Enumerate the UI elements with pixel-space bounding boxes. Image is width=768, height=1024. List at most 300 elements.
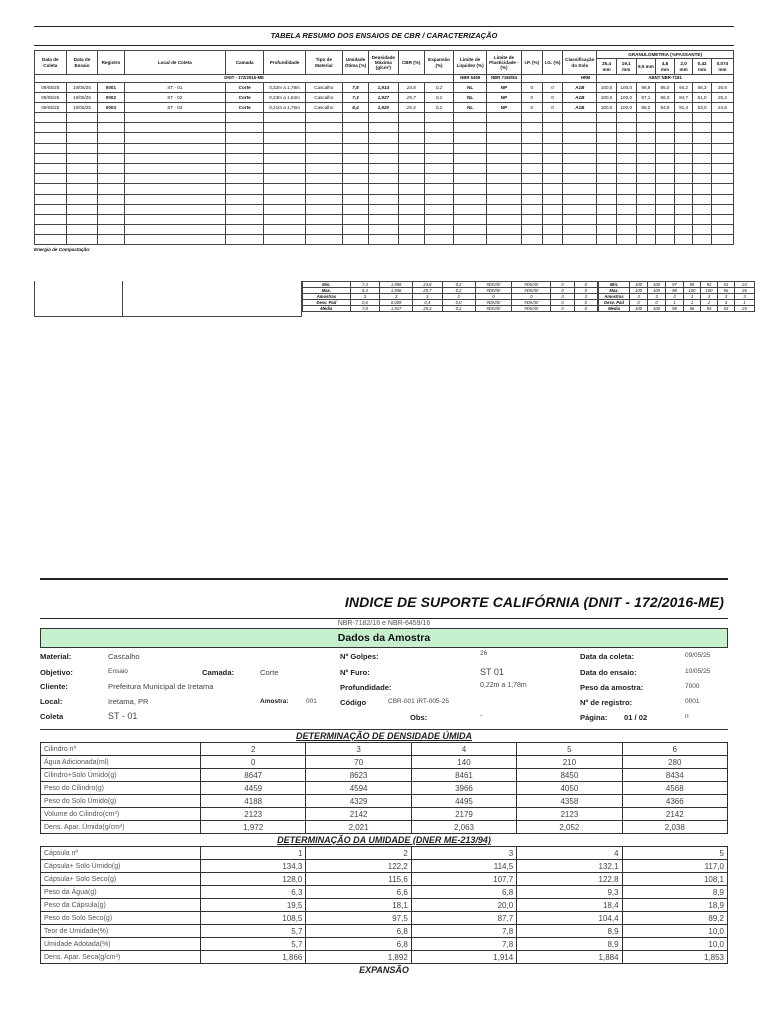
row-label: Cápsula+ Solo Úmido(g)	[41, 860, 201, 873]
table-cell	[597, 184, 617, 194]
table-cell: 6,8	[411, 886, 516, 899]
table-cell: 10/05/25	[66, 103, 98, 113]
summary-empty-row	[35, 143, 734, 153]
summary-empty-row	[35, 214, 734, 224]
table-cell: 0	[648, 300, 666, 306]
table-cell	[342, 184, 368, 194]
table-cell: 132,1	[517, 860, 622, 873]
table-cell: 87,7	[411, 912, 516, 925]
data-coleta-label: Data da coleta:	[580, 652, 635, 661]
table-cell	[305, 133, 342, 143]
table-cell: 97	[666, 282, 684, 288]
table-cell	[35, 214, 67, 224]
table-cell	[369, 153, 398, 163]
table-cell	[424, 214, 453, 224]
table-cell: 6,8	[306, 925, 411, 938]
table-cell	[454, 113, 487, 123]
table-cell	[124, 194, 226, 204]
table-cell	[454, 235, 487, 245]
table-cell	[693, 235, 712, 245]
table-cell: 2123	[517, 808, 622, 821]
stats-label: Desv. Pad	[599, 300, 630, 306]
table-cell	[636, 184, 656, 194]
table-cell: 8450	[517, 769, 622, 782]
table-cell: 24,8	[413, 282, 442, 288]
table-cell	[542, 163, 563, 173]
table-cell	[656, 214, 675, 224]
codigo-value: CBR-001 IRT-005-25	[388, 698, 449, 705]
table-cell: 5,7	[201, 925, 306, 938]
table-cell: 8,9	[622, 886, 727, 899]
table-cell: 0	[201, 756, 306, 769]
obs-label: Obs:	[410, 713, 428, 722]
table-cell: A1B	[563, 93, 597, 103]
densidade-table	[40, 742, 728, 834]
table-cell	[369, 143, 398, 153]
summary-empty-row	[35, 194, 734, 204]
table-cell: 0,6	[350, 300, 379, 306]
row-label: Cápsula+ Solo Seco(g)	[41, 873, 201, 886]
table-cell: ST - 02	[124, 93, 226, 103]
table-cell: 53,0	[693, 103, 712, 113]
table-cell	[563, 163, 597, 173]
coleta-label: Coleta	[40, 712, 64, 721]
table-cell: #DIV/0!	[475, 282, 512, 288]
table-cell: 7,8	[411, 938, 516, 951]
table-cell	[66, 133, 98, 143]
table-cell	[521, 113, 542, 123]
table-cell: NL	[454, 93, 487, 103]
summary-empty-row	[35, 174, 734, 184]
table-cell: 25,7	[413, 288, 442, 294]
row-label: Peso da Cápsula(g)	[41, 899, 201, 912]
table-cell	[711, 184, 733, 194]
col-lp: Limite de Plasticidade - (%)	[487, 51, 522, 75]
table-cell: Corte	[226, 93, 264, 103]
table-cell	[563, 153, 597, 163]
table-cell: ST - 01	[124, 83, 226, 93]
col-data-coleta: Data de Coleta	[35, 51, 67, 75]
table-cell	[563, 225, 597, 235]
table-cell: 10,0	[622, 925, 727, 938]
table-cell	[264, 235, 305, 245]
table-cell	[398, 225, 424, 235]
table-cell: 2,021	[306, 821, 411, 834]
table-cell: 0,0	[442, 300, 475, 306]
table-cell: 0	[542, 83, 563, 93]
table-cell	[98, 143, 124, 153]
table-cell	[398, 163, 424, 173]
furo-label: Nº Furo:	[340, 668, 370, 677]
table-cell: 0	[551, 306, 574, 312]
table-cell: 4366	[622, 795, 727, 808]
table-cell	[711, 133, 733, 143]
table-cell	[342, 225, 368, 235]
table-cell	[674, 174, 693, 184]
table-cell	[226, 194, 264, 204]
table-cell	[542, 214, 563, 224]
table-cell	[66, 123, 98, 133]
table-cell	[264, 204, 305, 214]
table-cell	[369, 204, 398, 214]
table-cell	[98, 123, 124, 133]
table-cell	[98, 225, 124, 235]
table-cell	[226, 133, 264, 143]
table-cell: 51	[718, 282, 735, 288]
table-cell: 0003	[98, 103, 124, 113]
camada-label: Camada:	[202, 668, 235, 677]
table-cell: 122,2	[306, 860, 411, 873]
table-cell: 0	[542, 93, 563, 103]
table-cell	[264, 153, 305, 163]
table-cell	[616, 194, 636, 204]
table-cell: 3966	[411, 782, 516, 795]
norm-dnit: DNIT - 172/2016-ME	[35, 75, 454, 83]
table-cell	[264, 174, 305, 184]
table-cell: 92	[701, 282, 718, 288]
table-cell	[454, 194, 487, 204]
table-cell: 2179	[411, 808, 516, 821]
table-cell: 0,009	[380, 300, 413, 306]
table-cell: NP	[487, 83, 522, 93]
table-cell	[454, 133, 487, 143]
table-cell	[66, 143, 98, 153]
table-cell: 09/05/25	[35, 83, 67, 93]
table-cell	[305, 153, 342, 163]
table-cell	[369, 184, 398, 194]
section-umidade-title: DETERMINAÇÃO DA UMIDADE (DNER ME-213/94)	[277, 835, 491, 845]
table-cell	[636, 153, 656, 163]
table-cell	[487, 214, 522, 224]
stats-label: Min.	[599, 282, 630, 288]
table-cell	[398, 153, 424, 163]
table-cell	[616, 235, 636, 245]
table-cell	[369, 174, 398, 184]
grid-row	[41, 951, 728, 964]
grid-row	[41, 938, 728, 951]
stats-row	[303, 306, 598, 312]
table-cell: 0	[551, 300, 574, 306]
stats-label: Média	[303, 306, 351, 312]
table-cell	[656, 194, 675, 204]
grid-row	[41, 756, 728, 769]
table-cell	[454, 153, 487, 163]
table-cell	[616, 214, 636, 224]
table-cell	[454, 174, 487, 184]
table-cell: 97,1	[636, 93, 656, 103]
sample-data-band: Dados da Amostra	[40, 628, 728, 648]
peso-amostra-value: 7000	[685, 683, 700, 690]
table-cell	[674, 214, 693, 224]
table-cell	[66, 194, 98, 204]
table-cell	[226, 153, 264, 163]
table-cell	[674, 123, 693, 133]
row-label: Peso da Água(g)	[41, 886, 201, 899]
table-cell	[711, 153, 733, 163]
grid-row	[41, 873, 728, 886]
col-sieve: 19,1 mm	[616, 59, 636, 75]
table-cell	[369, 113, 398, 123]
table-cell	[454, 204, 487, 214]
table-cell: 6	[622, 743, 727, 756]
table-cell	[597, 214, 617, 224]
table-cell: 70	[306, 756, 411, 769]
table-cell: 134,3	[201, 860, 306, 873]
table-cell	[226, 113, 264, 123]
table-cell: 100	[630, 306, 648, 312]
table-cell: 8434	[622, 769, 727, 782]
summary-body	[35, 83, 734, 245]
summary-row	[35, 93, 734, 103]
table-cell: Cascalho	[305, 83, 342, 93]
table-cell: Cascalho	[305, 93, 342, 103]
table-cell	[563, 123, 597, 133]
col-cbr: CBR (%)	[398, 51, 424, 75]
table-cell: 0	[521, 103, 542, 113]
col-sieve: 2,0 mm	[674, 59, 693, 75]
table-cell: 100,0	[597, 83, 617, 93]
table-cell: 8,9	[517, 938, 622, 951]
table-cell: 0	[551, 282, 574, 288]
table-cell	[424, 235, 453, 245]
table-cell: ST - 03	[124, 103, 226, 113]
table-cell	[305, 143, 342, 153]
table-cell	[226, 143, 264, 153]
table-cell: 6,8	[306, 938, 411, 951]
table-cell: 128,0	[201, 873, 306, 886]
table-cell: 0,2	[424, 103, 453, 113]
table-cell	[454, 143, 487, 153]
table-cell	[424, 153, 453, 163]
table-cell	[521, 184, 542, 194]
table-cell: 98	[666, 306, 684, 312]
table-cell	[563, 194, 597, 204]
table-cell: 18,9	[622, 899, 727, 912]
table-cell	[597, 123, 617, 133]
table-cell	[693, 204, 712, 214]
grid-row	[41, 821, 728, 834]
table-cell	[342, 214, 368, 224]
table-cell	[264, 214, 305, 224]
table-cell	[342, 123, 368, 133]
table-cell: 114,5	[411, 860, 516, 873]
table-cell	[563, 143, 597, 153]
table-cell: 3	[380, 294, 413, 300]
furo-value: ST 01	[480, 667, 504, 677]
table-cell	[35, 174, 67, 184]
table-cell	[342, 153, 368, 163]
table-cell	[521, 214, 542, 224]
table-cell: 94,7	[674, 93, 693, 103]
col-granulometria: GRANULOMETRIA (%PASSANTE)	[597, 51, 734, 59]
stats-label: Amostras	[303, 294, 351, 300]
table-cell: 91,4	[674, 103, 693, 113]
table-cell	[674, 235, 693, 245]
table-cell: 4568	[622, 782, 727, 795]
table-cell	[674, 225, 693, 235]
summary-empty-row	[35, 225, 734, 235]
table-cell	[369, 214, 398, 224]
energy-label: Energia de Compactação:	[34, 247, 91, 253]
table-cell	[616, 153, 636, 163]
table-cell: 95	[684, 282, 701, 288]
table-cell: 4495	[411, 795, 516, 808]
table-cell	[424, 204, 453, 214]
table-cell: #DIV/0!	[475, 300, 512, 306]
table-cell	[226, 184, 264, 194]
table-cell	[563, 204, 597, 214]
table-cell	[597, 153, 617, 163]
table-cell: 26,5	[711, 83, 733, 93]
table-cell: 0	[574, 288, 597, 294]
table-cell	[35, 235, 67, 245]
table-cell: 0	[574, 306, 597, 312]
table-cell	[693, 214, 712, 224]
table-cell: 25,3	[413, 306, 442, 312]
table-cell: A1B	[563, 103, 597, 113]
table-cell	[98, 113, 124, 123]
row-label: Cápsula nº	[41, 847, 201, 860]
table-cell	[636, 225, 656, 235]
table-cell	[693, 163, 712, 173]
obs-value: -	[480, 711, 483, 720]
table-cell	[711, 225, 733, 235]
table-cell	[597, 174, 617, 184]
table-cell	[521, 153, 542, 163]
table-cell	[226, 174, 264, 184]
table-cell	[563, 235, 597, 245]
table-cell	[124, 235, 226, 245]
table-cell	[487, 225, 522, 235]
norm-lp: NBR 7180/84	[487, 75, 522, 83]
table-cell	[597, 113, 617, 123]
table-cell	[563, 214, 597, 224]
table-cell	[98, 194, 124, 204]
stats-box-left	[34, 281, 122, 317]
table-cell: 98,2	[636, 103, 656, 113]
table-cell	[98, 204, 124, 214]
table-cell	[711, 235, 733, 245]
table-cell	[398, 204, 424, 214]
table-cell: 0,4	[413, 300, 442, 306]
table-cell	[424, 133, 453, 143]
table-cell	[264, 113, 305, 123]
table-cell	[487, 204, 522, 214]
table-cell	[454, 184, 487, 194]
col-registro: Registro	[98, 51, 124, 75]
table-cell: 0	[630, 300, 648, 306]
table-cell: NP	[487, 93, 522, 103]
table-cell: 100,0	[616, 103, 636, 113]
stats-label: Max.	[599, 288, 630, 294]
table-cell	[693, 174, 712, 184]
table-cell	[264, 133, 305, 143]
summary-empty-row	[35, 153, 734, 163]
table-cell: 1	[684, 300, 701, 306]
stats-label: Max.	[303, 288, 351, 294]
table-cell: 2,063	[411, 821, 516, 834]
summary-table	[34, 50, 734, 245]
table-cell	[636, 214, 656, 224]
table-cell	[124, 133, 226, 143]
table-cell: 1,853	[622, 951, 727, 964]
table-cell	[342, 143, 368, 153]
table-cell	[636, 113, 656, 123]
golpes-label: Nº Golpes:	[340, 652, 379, 661]
table-cell	[305, 184, 342, 194]
table-cell	[542, 113, 563, 123]
objetivo-value: Ensaio	[108, 668, 128, 675]
pagina-label: Página:	[580, 713, 608, 722]
summary-empty-row	[35, 184, 734, 194]
table-cell: 24	[735, 282, 755, 288]
table-cell: 97,5	[306, 912, 411, 925]
table-cell: Corte	[226, 103, 264, 113]
table-cell: 1,892	[306, 951, 411, 964]
table-cell: 1	[201, 847, 306, 860]
stats-table-granulometry	[598, 281, 755, 312]
table-cell: 93	[701, 306, 718, 312]
summary-stats	[34, 279, 747, 317]
sample-info	[40, 648, 728, 730]
table-cell: 115,6	[306, 873, 411, 886]
table-cell: 100,0	[597, 103, 617, 113]
table-cell	[521, 163, 542, 173]
table-cell	[656, 133, 675, 143]
stats-label: Min.	[303, 282, 351, 288]
col-densidade: Densidade Máxima (g/cm³)	[369, 51, 398, 75]
table-cell	[264, 225, 305, 235]
objetivo-label: Objetivo:	[40, 668, 73, 677]
table-cell	[542, 194, 563, 204]
cliente-label: Cliente:	[40, 682, 68, 691]
table-cell: 8,4	[342, 103, 368, 113]
table-cell: #DIV/0!	[512, 300, 551, 306]
table-cell	[342, 194, 368, 204]
table-cell	[711, 214, 733, 224]
table-cell: 2,052	[517, 821, 622, 834]
col-camada: Camada	[226, 51, 264, 75]
table-cell: 4594	[306, 782, 411, 795]
table-cell	[342, 174, 368, 184]
summary-empty-row	[35, 163, 734, 173]
amostra-value: 001	[306, 698, 317, 705]
table-cell: 96,9	[636, 83, 656, 93]
table-cell	[124, 184, 226, 194]
table-cell: 104,4	[517, 912, 622, 925]
table-cell: 100	[648, 282, 666, 288]
table-cell: 51,0	[693, 93, 712, 103]
table-cell: 53	[718, 306, 735, 312]
col-umidade: Umidade Ótima (%)	[342, 51, 368, 75]
table-cell	[487, 143, 522, 153]
table-cell	[424, 143, 453, 153]
table-cell	[521, 174, 542, 184]
col-profundidade: Profundidade	[264, 51, 305, 75]
table-cell	[98, 235, 124, 245]
norm-row	[35, 75, 734, 83]
grid-row	[41, 782, 728, 795]
table-cell: 0	[574, 300, 597, 306]
table-cell	[616, 123, 636, 133]
table-cell	[369, 235, 398, 245]
table-cell: 3	[350, 294, 379, 300]
col-ll: Limite de Liquidez (%)	[454, 51, 487, 75]
table-cell: 18,4	[517, 899, 622, 912]
table-cell	[521, 133, 542, 143]
grid-row	[41, 925, 728, 938]
table-cell: 26	[735, 288, 755, 294]
